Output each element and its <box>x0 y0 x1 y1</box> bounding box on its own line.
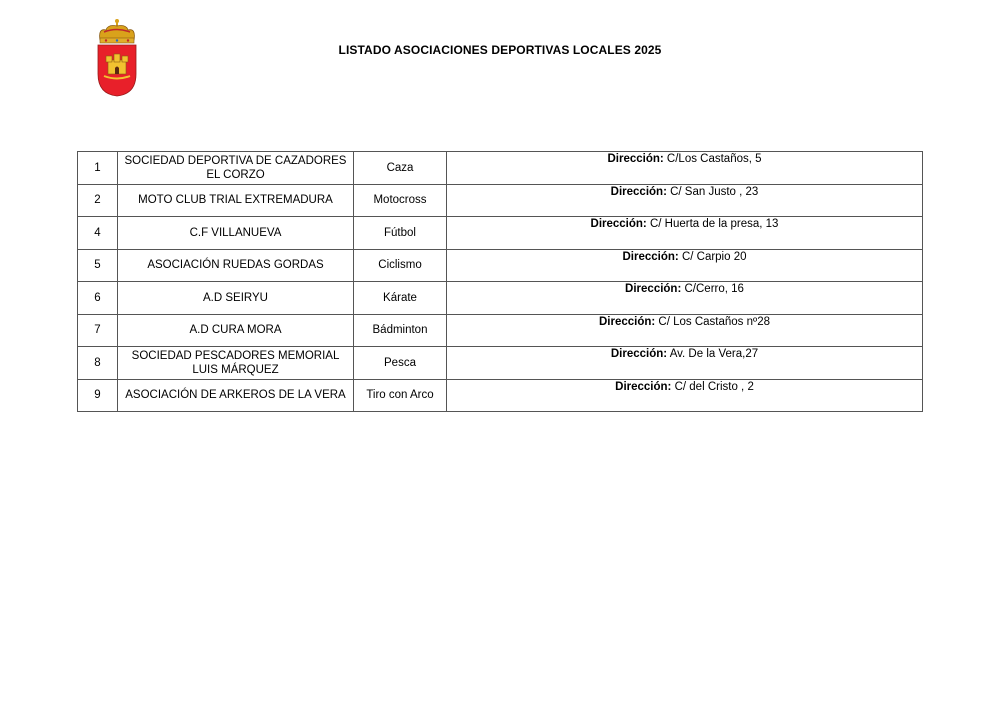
sport-type: Caza <box>354 152 447 185</box>
associations-table <box>77 151 923 412</box>
association-name: A.D SEIRYU <box>118 282 354 315</box>
sport-type: Bádminton <box>354 314 447 347</box>
sport-type: Ciclismo <box>354 249 447 282</box>
table-row <box>78 249 923 282</box>
association-name: A.D CURA MORA <box>118 314 354 347</box>
table-row <box>78 184 923 217</box>
address-label: Dirección: <box>610 348 668 360</box>
address-value: C/Los Castaños, 5 <box>666 153 762 165</box>
table-row <box>78 314 923 347</box>
row-number: 6 <box>78 282 118 315</box>
address-value: Av. De la Vera,27 <box>669 348 759 360</box>
address-value: C/ Huerta de la presa, 13 <box>649 218 779 230</box>
coat-of-arms-icon <box>94 18 140 98</box>
row-number: 2 <box>78 184 118 217</box>
address-label: Dirección: <box>610 185 667 198</box>
address-cell <box>447 314 923 347</box>
address-label: Dirección: <box>598 315 656 328</box>
address-value: C/ del Cristo , 2 <box>674 380 754 393</box>
address-value: C/ Carpio 20 <box>681 250 747 263</box>
row-number: 7 <box>78 314 118 347</box>
page-title: LISTADO ASOCIACIONES DEPORTIVAS LOCALES 2025 <box>338 43 662 57</box>
sport-type: Pesca <box>354 347 447 380</box>
sport-type: Motocross <box>354 184 447 217</box>
association-name: ASOCIACIÓN RUEDAS GORDAS <box>118 249 354 282</box>
address-value: C/ San Justo , 23 <box>670 185 759 198</box>
table-row <box>78 217 923 250</box>
sport-type: Fútbol <box>354 217 447 250</box>
address-value: C/ Los Castaños nº28 <box>658 315 771 328</box>
row-number: 9 <box>78 379 118 412</box>
address-cell <box>447 379 923 412</box>
address-cell <box>447 249 923 282</box>
sport-type: Tiro con Arco <box>354 379 447 412</box>
table-row <box>78 152 923 185</box>
table-row <box>78 282 923 315</box>
sport-type: Kárate <box>354 282 447 315</box>
table-row <box>78 347 923 380</box>
row-number: 5 <box>78 249 118 282</box>
address-label: Dirección: <box>615 380 672 393</box>
address-value: C/Cerro, 16 <box>684 283 744 295</box>
association-name: SOCIEDAD DEPORTIVA DE CAZADORES EL CORZO <box>118 152 354 185</box>
address-label: Dirección: <box>625 283 682 295</box>
address-label: Dirección: <box>607 153 664 165</box>
address-label: Dirección: <box>622 250 679 263</box>
association-name: C.F VILLANUEVA <box>118 217 354 250</box>
association-name: MOTO CLUB TRIAL EXTREMADURA <box>118 184 354 217</box>
address-cell <box>447 152 923 185</box>
row-number: 1 <box>78 152 118 185</box>
table-row <box>78 379 923 412</box>
address-cell <box>447 184 923 217</box>
address-label: Dirección: <box>590 218 647 230</box>
address-cell <box>447 282 923 315</box>
address-cell <box>447 347 923 380</box>
address-cell <box>447 217 923 250</box>
association-name: ASOCIACIÓN DE ARKEROS DE LA VERA <box>118 379 354 412</box>
association-name: SOCIEDAD PESCADORES MEMORIAL LUIS MÁRQUEZ <box>118 347 354 380</box>
row-number: 8 <box>78 347 118 380</box>
row-number: 4 <box>78 217 118 250</box>
